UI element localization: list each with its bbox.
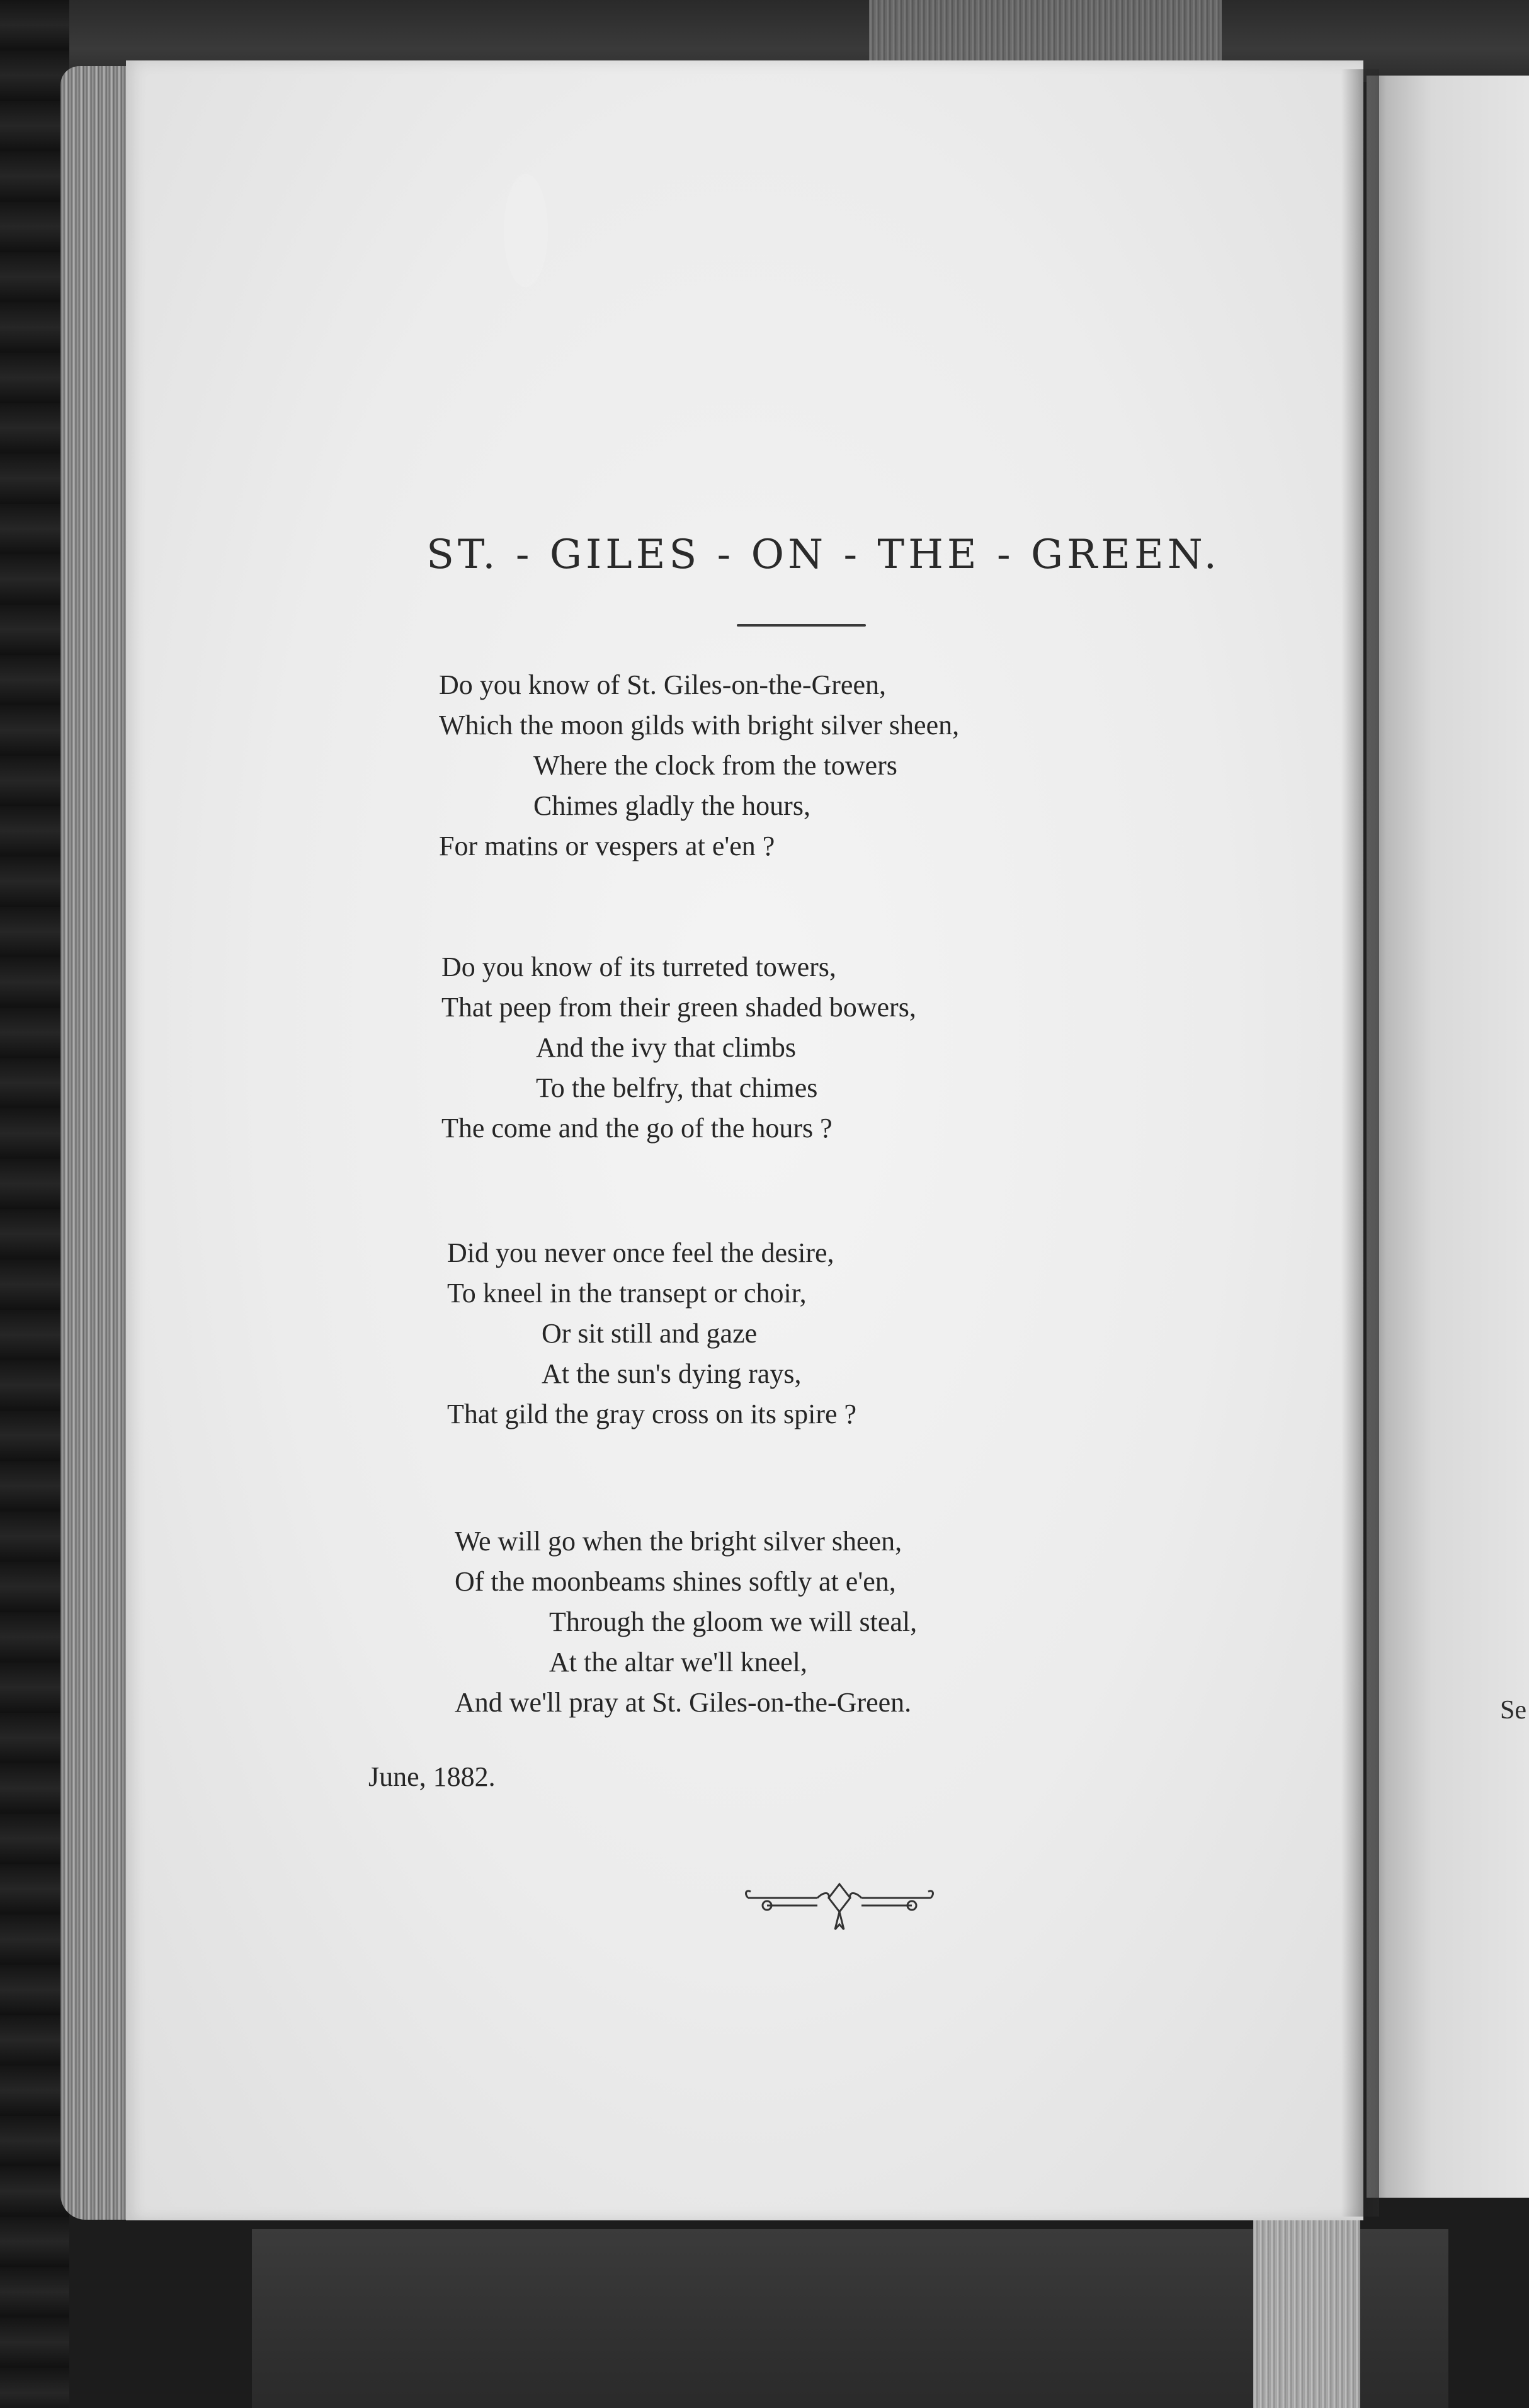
stanza-3 — [447, 1233, 856, 1434]
poem-line-indented: Where the clock from the towers — [533, 750, 897, 781]
facing-page — [1367, 76, 1529, 2198]
scan-background-left — [0, 0, 69, 2408]
stanza-1 — [439, 665, 959, 866]
poem-line: Do you know of its turreted towers, — [441, 951, 836, 982]
poem-line: That peep from their green shaded bowers, — [441, 992, 916, 1023]
poem-line-indented: Or sit still and gaze — [542, 1318, 758, 1349]
poem-line-indented: Through the gloom we will steal, — [549, 1606, 918, 1637]
poem-line: Which the moon gilds with bright silver sheen, — [439, 710, 960, 741]
poem-line: To kneel in the transept or choir, — [447, 1278, 807, 1309]
poem-line-indented: Chimes gladly the hours, — [533, 790, 810, 821]
poem-line: For matins or vespers at e'en ? — [439, 831, 775, 861]
paper-mark — [504, 174, 548, 287]
poem-line: Do you know of St. Giles-on-the-Green, — [439, 669, 886, 700]
poem-date: June, 1882. — [368, 1761, 496, 1792]
poem-line-indented: And the ivy that climbs — [536, 1032, 797, 1063]
poem-title: ST. - GILES - ON - THE - GREEN. — [426, 531, 1220, 578]
book-cloth-strip-bottom — [1253, 2217, 1360, 2408]
poem-line-indented: At the sun's dying rays, — [542, 1358, 802, 1389]
poem-line: Of the moonbeams shines softly at e'en, — [455, 1566, 896, 1597]
scroll-ornament-icon — [742, 1880, 937, 1937]
facing-page-fragment: Se — [1500, 1696, 1526, 1725]
poem-line-indented: At the altar we'll kneel, — [549, 1647, 807, 1678]
poem-line: That gild the gray cross on its spire ? — [447, 1399, 857, 1429]
poem-line-indented: To the belfry, that chimes — [536, 1072, 818, 1103]
poem-line: The come and the go of the hours ? — [441, 1113, 833, 1144]
poem-line: And we'll pray at St. Giles-on-the-Green. — [455, 1687, 912, 1718]
stanza-4 — [455, 1521, 917, 1723]
stanza-2 — [441, 947, 916, 1149]
page-gutter-shadow — [1341, 69, 1379, 2217]
poem-line: We will go when the bright silver sheen, — [455, 1526, 902, 1557]
title-rule — [737, 624, 866, 627]
book-page — [126, 60, 1363, 2220]
poem-line: Did you never once feel the desire, — [447, 1237, 834, 1268]
book-cloth-strip-top — [869, 0, 1222, 69]
